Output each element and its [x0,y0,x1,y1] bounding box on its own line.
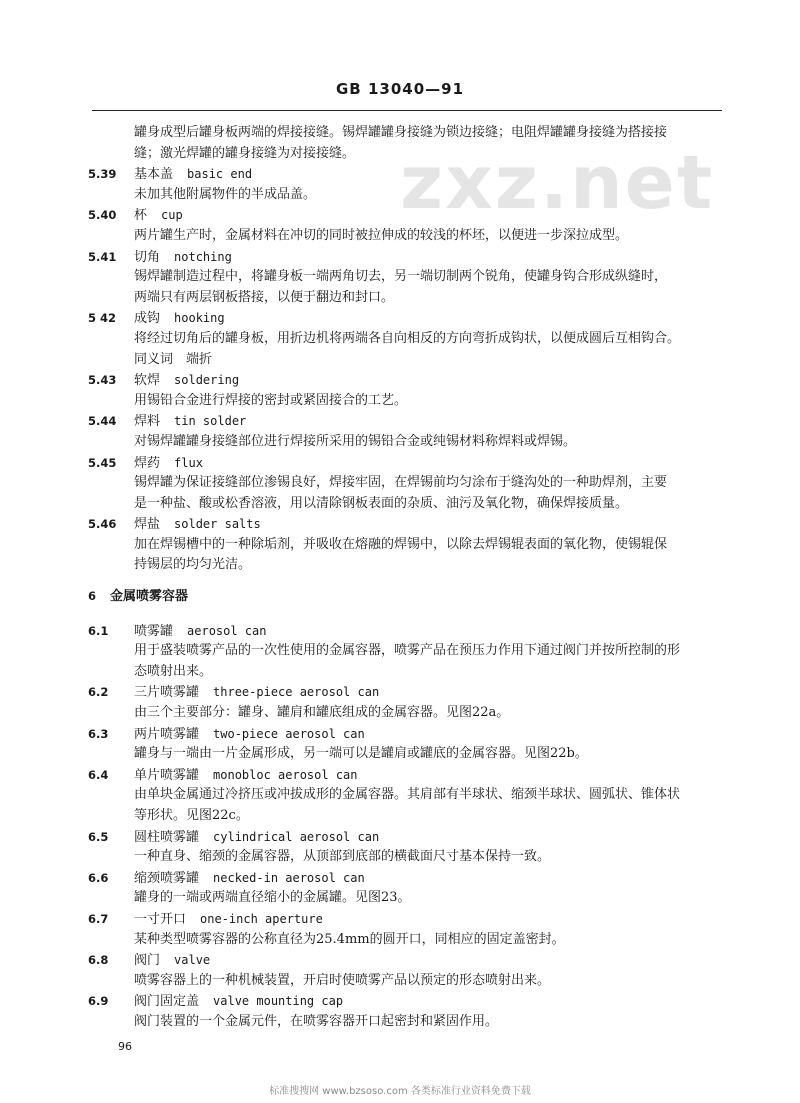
entry-term-zh: 焊药 [134,455,161,471]
content [88,123,728,1033]
entry-number: 5.45 [88,455,117,470]
header-rule [92,110,722,111]
entry-term-zh: 阀门 [134,953,161,969]
entry-term-en: necked-in aerosol can [213,870,365,885]
entry-definition: 某种类型喷雾容器的公称直径为25.4mm的圆开口，同相应的固定盖密封。 [134,931,565,947]
entry-term-zh: 切角 [134,249,161,265]
entry-term-en: valve [174,953,211,968]
entry-term-en: valve mounting cap [213,994,344,1009]
entry-term-en: three-piece aerosol can [213,685,380,700]
entry-term-en: two-piece aerosol can [213,726,365,741]
entry-number: 5 42 [88,311,117,326]
entry-5-41 [88,247,728,268]
entry-definition: 未加其他附属物件的半成品盖。 [134,186,317,202]
entry-5-46 [88,514,728,535]
section-heading [88,586,728,607]
entry-number: 6.9 [88,994,109,1009]
entry-number: 5.46 [88,517,117,532]
intro-paragraph [88,123,728,164]
entry-definition: 是一种盐、酸或松香溶液，用以清除钢板表面的杂质、油污及氧化物，确保焊接质量。 [134,495,629,511]
entry-number: 6.4 [88,767,109,782]
entry-5-42 [88,308,728,329]
entry-6-3 [88,724,728,745]
entry-definition: 阀门装置的一个金属元件，在喷雾容器开口起密封和紧固作用。 [134,1013,499,1029]
entry-6-9 [88,991,728,1012]
page-number: 96 [118,1040,132,1053]
entry-number: 6.2 [88,685,109,700]
entry-term-zh: 三片喷雾罐 [134,685,200,701]
entry-number: 6.8 [88,953,109,968]
entry-term-zh: 焊料 [134,414,161,430]
entry-term-en: flux [174,455,203,470]
entry-term-en: tin solder [174,414,247,429]
entry-number: 6.5 [88,829,109,844]
footer-source: 标准搜搜网 www.bzsoso.com 各类标准行业资料免费下载 [269,1086,531,1097]
entry-term-zh: 喷雾罐 [134,623,174,639]
entry-term-en: basic end [187,167,253,182]
entry-6-2 [88,682,728,703]
watermark: zxz.net [400,140,715,226]
entry-number: 5.40 [88,208,117,223]
entry-definition: 用锡铅合金进行焊接的密封或紧固接合的工艺。 [134,392,408,408]
entry-number: 6.1 [88,623,109,638]
entry-number: 5.39 [88,167,117,182]
entry-term-zh: 基本盖 [134,167,174,183]
entry-term-en: aerosol can [187,623,267,638]
intro-line: 罐身成型后罐身板两端的焊接接缝。锡焊罐罐身接缝为锁边接缝；电阻焊罐罐身接缝为搭接接 [134,125,668,140]
entry-term-en: cylindrical aerosol can [213,829,380,844]
entry-number: 6.7 [88,911,109,926]
entry-5-45 [88,453,728,474]
entry-synonym: 同义词 端折 [134,351,213,367]
entry-number: 5.41 [88,249,117,264]
entry-definition: 加在焊锡槽中的一种除垢剂，并吸收在熔融的焊锡中，以除去焊锡辊表面的氧化物，使锡辊保 [134,536,668,552]
section-title: 金属喷雾容器 [110,589,189,605]
entries-section-5 [88,164,728,576]
standard-header: GB 13040—91 [335,80,465,98]
entry-term-en: solder salts [174,517,261,532]
entry-term-en: soldering [174,373,240,388]
entry-number: 6.3 [88,726,109,741]
entry-6-1 [88,621,728,642]
entry-term-zh: 阀门固定盖 [134,994,200,1010]
entry-term-en: cup [161,208,183,223]
entry-term-zh: 单片喷雾罐 [134,767,200,783]
entry-definition: 锡焊罐为保证接缝部位渗锡良好，焊接牢固，在焊锡前均匀涂布于缝沟处的一种助焊剂，主要 [134,475,668,491]
entry-definition: 持锡层的均匀光洁。 [134,557,252,573]
entry-definition: 由单块金属通过冷挤压或冲拔成形的金属容器。其肩部有半球状、缩颈半球状、圆弧状、锥体状 [134,787,681,803]
entry-term-zh: 圆柱喷雾罐 [134,829,200,845]
entry-6-5 [88,827,728,848]
entry-definition: 将经过切角后的罐身板，用折边机将两端各自向相反的方向弯折成钩状，以便成圆后互相钩合。 [134,330,681,346]
entry-term-en: monobloc aerosol can [213,767,358,782]
entry-definition: 一种直身、缩颈的金属容器，从顶部到底部的横截面尺寸基本保持一致。 [134,849,551,865]
entry-definition: 罐身与一端由一片金属形成，另一端可以是罐肩或罐底的金属容器。见图22b。 [134,746,588,762]
entry-6-8 [88,950,728,971]
entry-number: 5.43 [88,373,117,388]
entry-term-zh: 焊盐 [134,517,161,533]
entry-definition: 用于盛装喷雾产品的一次性使用的金属容器，喷雾产品在预压力作用下通过阀门并按所控制的形 [134,643,681,659]
entry-definition: 罐身的一端或两端直径缩小的金属罐。见图23。 [134,890,411,906]
entry-definition: 态喷射出来。 [134,663,213,679]
entry-term-en: notching [174,249,232,264]
entry-term-en: one-inch aperture [200,911,323,926]
entry-term-zh: 缩颈喷雾罐 [134,870,200,886]
entry-term-en: hooking [174,311,225,326]
entry-6-7 [88,909,728,930]
entry-term-zh: 一寸开口 [134,911,187,927]
entry-number: 6.6 [88,870,109,885]
entry-definition: 锡焊罐制造过程中，将罐身板一端两角切去，另一端切制两个锐角，使罐身钩合形成纵缝时， [134,269,668,285]
entry-definition: 喷雾容器上的一种机械装置，开启时使喷雾产品以预定的形态喷射出来。 [134,972,551,988]
entry-definition: 对锡焊罐罐身接缝部位进行焊接所采用的锡铅合金或纯锡材料称焊料或焊锡。 [134,433,577,449]
entry-term-zh: 软焊 [134,373,161,389]
entry-5-44 [88,411,728,432]
entry-term-zh: 两片喷雾罐 [134,726,200,742]
entry-5-39 [88,164,728,185]
entry-definition: 等形状。见图22c。 [134,808,249,823]
entry-term-zh: 杯 [134,208,148,224]
entry-definition: 两端只有两层钢板搭接，以便于翻边和封口。 [134,289,395,305]
entry-definition: 由三个主要部分：罐身、罐肩和罐底组成的金属容器。见图22a。 [134,705,510,721]
entry-6-4 [88,765,728,786]
intro-line: 缝；激光焊罐的罐身接缝为对接接缝。 [134,145,356,161]
entries-section-6 [88,621,728,1033]
entry-number: 5.44 [88,414,117,429]
section-number: 6 [88,589,97,604]
entry-6-6 [88,868,728,889]
entry-definition: 两片罐生产时，金属材料在冲切的同时被拉伸成的较浅的杯坯，以便进一步深拉成型。 [134,227,629,243]
entry-term-zh: 成钩 [134,311,161,327]
entry-5-43 [88,370,728,391]
entry-5-40 [88,205,728,226]
